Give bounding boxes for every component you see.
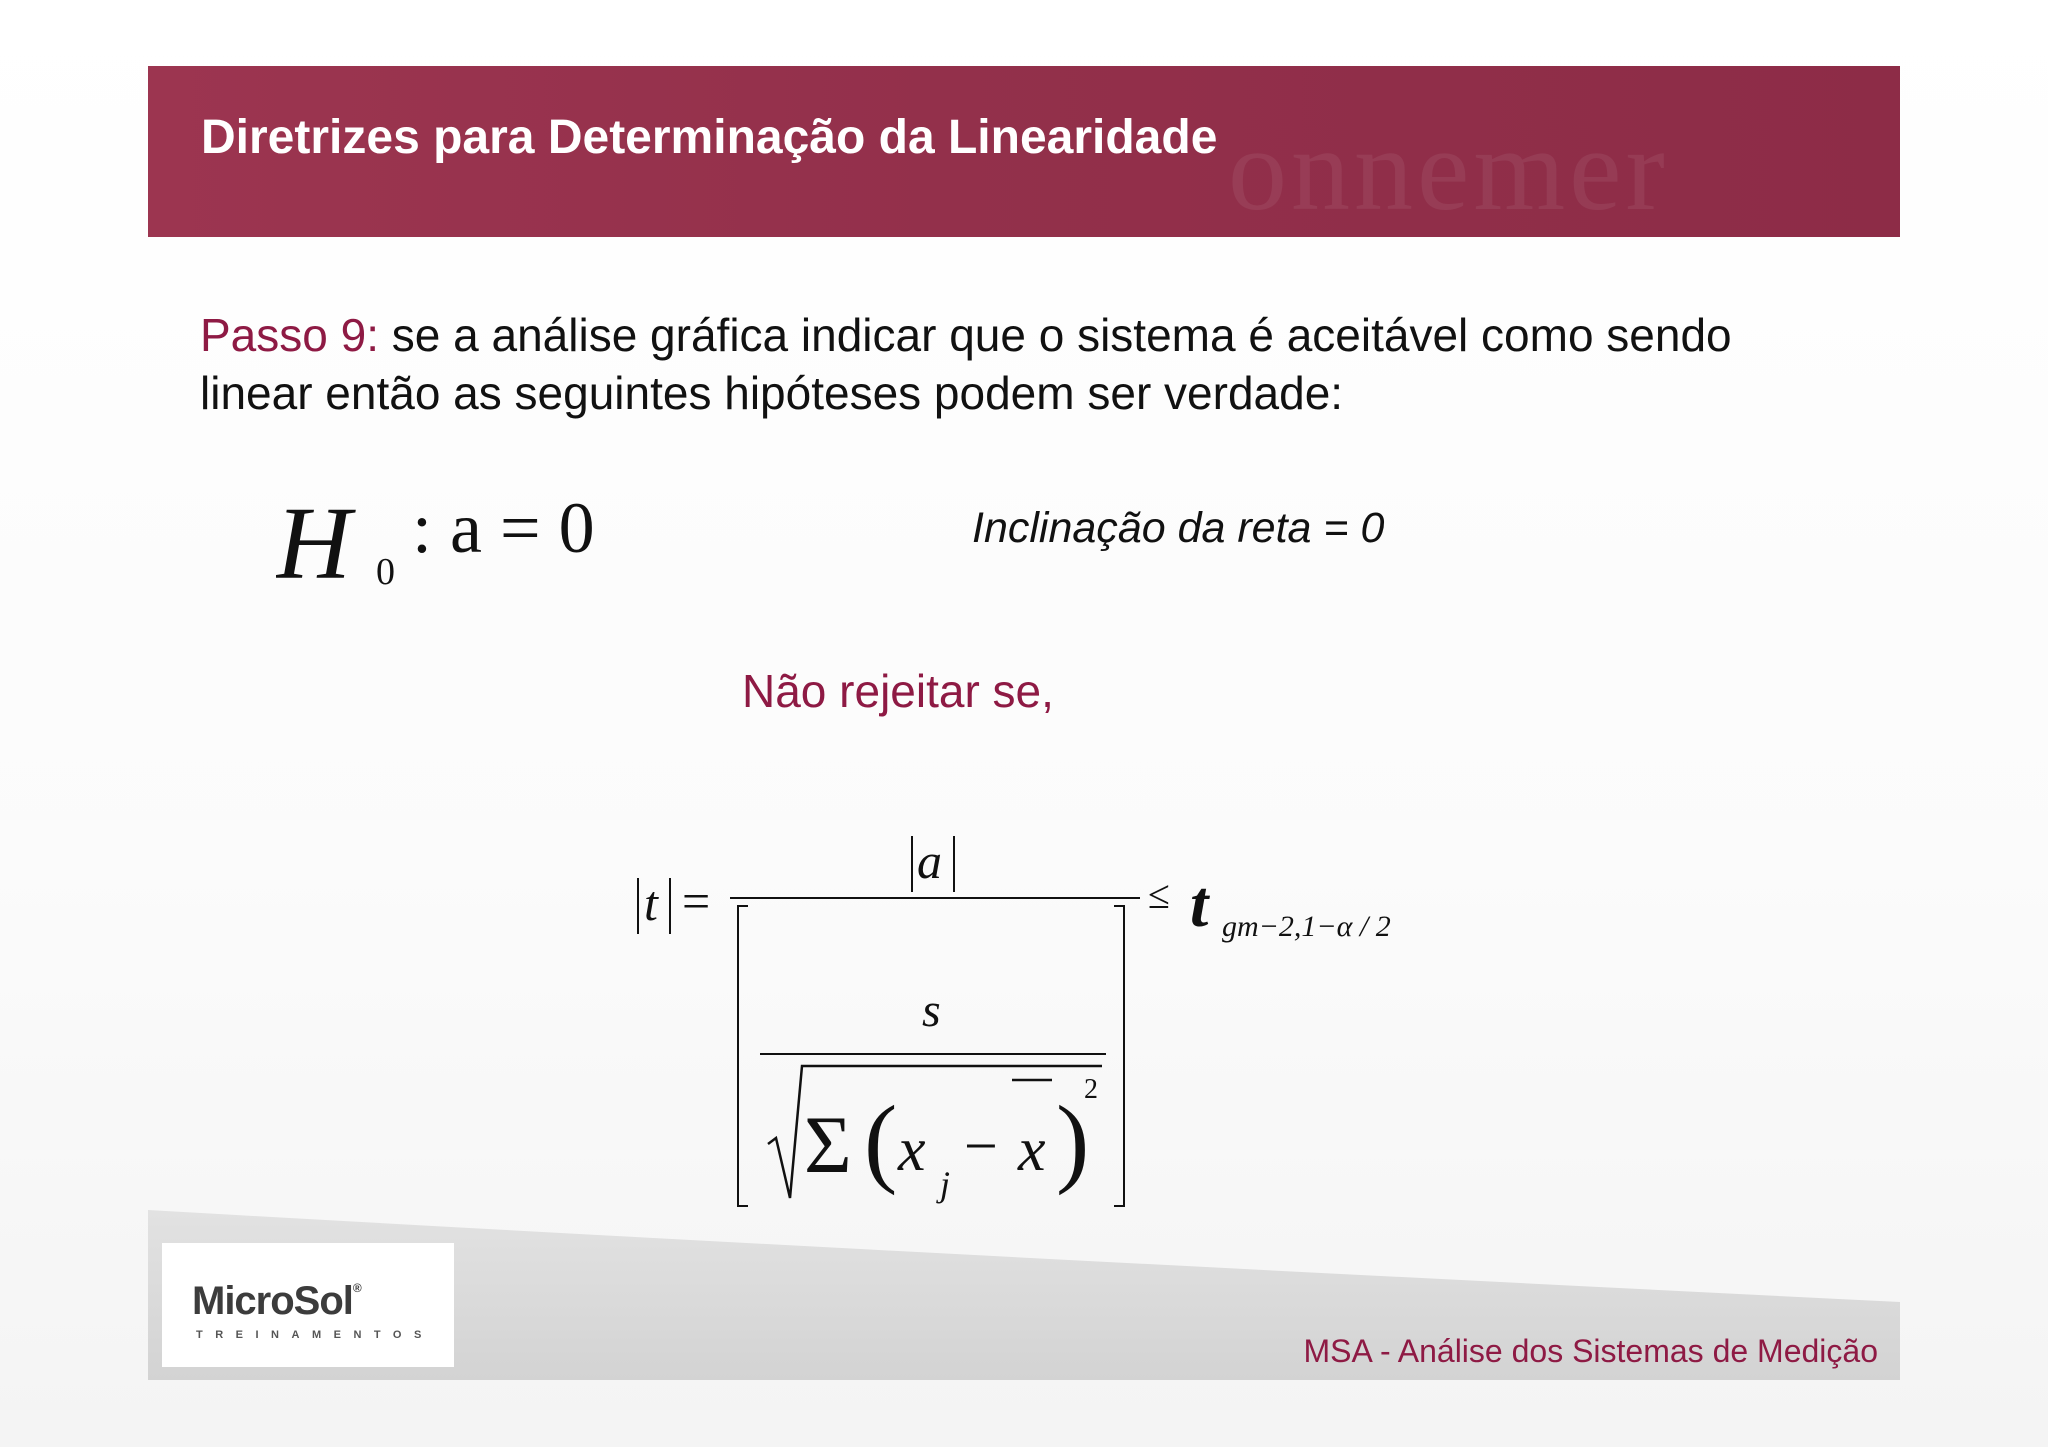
logo-name: MicroSol® — [192, 1279, 361, 1323]
step-paragraph — [200, 306, 1840, 422]
denominator-s: s — [922, 984, 941, 1037]
sigma-symbol: Σ — [804, 1099, 852, 1190]
power-2: 2 — [1084, 1074, 1098, 1105]
t-critical: t — [1190, 868, 1209, 941]
numerator-a: a — [917, 833, 942, 889]
condition-text: Não rejeitar se, — [742, 665, 1054, 717]
subscript-j: j — [940, 1164, 951, 1204]
x-bar: x — [1018, 1116, 1046, 1184]
t-critical-subscript: gm−2,1−α / 2 — [1222, 910, 1391, 943]
bracket-left — [738, 906, 748, 1206]
step-text: se a análise gráfica indicar que o sistema é aceitável como sendo linear então as seguintes hipóteses podem ser verdade: — [200, 309, 1732, 419]
step-label: Passo 9: — [200, 309, 379, 361]
paren-close: ) — [1056, 1085, 1090, 1196]
h-subscript: 0 — [376, 551, 395, 593]
minus-sign: − — [964, 1113, 998, 1179]
paren-open: ( — [864, 1085, 898, 1196]
leq-sign: ≤ — [1148, 872, 1170, 917]
slope-annotation: Inclinação da reta = 0 — [972, 504, 1385, 552]
footer-caption: MSA - Análise dos Sistemas de Medição — [1303, 1333, 1878, 1369]
t-test-formula — [620, 808, 1420, 1218]
title-banner — [148, 66, 1900, 237]
bracket-right — [1114, 906, 1124, 1206]
hypothesis-svg — [276, 478, 636, 598]
logo-subtitle: TREINAMENTOS — [196, 1329, 434, 1341]
microsol-logo — [162, 1243, 454, 1367]
h-rest: : a = 0 — [412, 488, 595, 568]
h-symbol: H — [276, 486, 352, 598]
banner-watermark: onnemer — [1228, 104, 1669, 235]
slide-title: Diretrizes para Determinação da Linearidade — [201, 111, 1218, 164]
lhs-t: t — [644, 875, 658, 931]
x-j: x — [898, 1116, 926, 1184]
equals-sign: = — [682, 873, 711, 929]
null-hypothesis-formula — [276, 478, 636, 598]
